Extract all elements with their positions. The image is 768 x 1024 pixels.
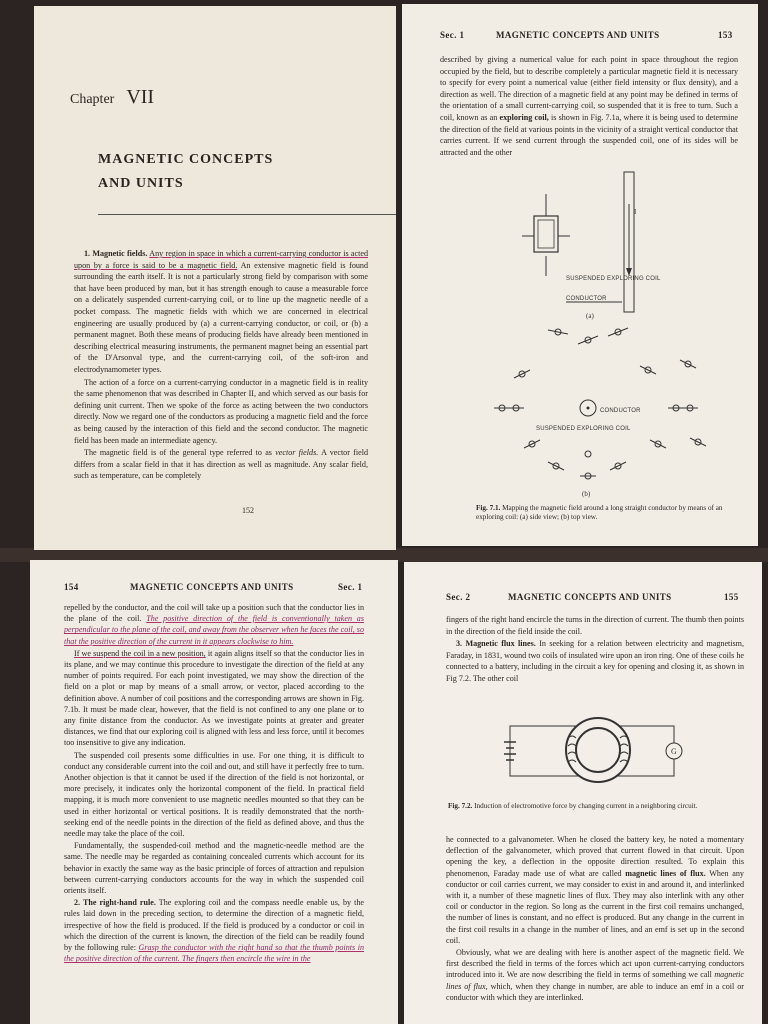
conductor-dot — [587, 407, 590, 410]
paragraph-flux-lines — [446, 638, 744, 684]
section-3-heading: 3. Magnetic flux lines. — [456, 639, 536, 649]
figure-7-1-caption — [476, 504, 726, 523]
paragraph-galvanometer — [446, 834, 744, 946]
page-155-body-top — [446, 614, 744, 686]
page-153-body — [440, 54, 738, 159]
label-conductor-b: CONDUCTOR — [600, 408, 641, 414]
chapter-title-line2: AND UNITS — [98, 176, 184, 191]
paragraph-continued: fingers of the right hand encircle the turns in the direction of current. The thumb then points in the direction of the field inside the coil. — [446, 615, 744, 636]
label-suspended-b: SUSPENDED EXPLORING COIL — [536, 426, 631, 432]
figure-7-1 — [462, 164, 742, 504]
page-number: 155 — [724, 592, 739, 602]
paragraph-continued — [64, 602, 364, 647]
iron-ring-inner — [576, 728, 620, 772]
paragraph-suspended-coil: The suspended coil presents some difficulties in use. For one thing, it is difficult to conduct any considerable current into the coil and out, and still have it perfectly free to turn. Another objection is that it cannot be used if the direction of the field is not horizontal, or more precisely, it indicates only the horizontal component of the field. In practical field mapping, it is much more convenient to use magnetic needles mounted so that they can be used in either horizontal or vertical positions. It is readily demonstrated that the north-seeking end of the needle points in the direction of the field as defined above, and thus the needle may take the place of the coil. — [64, 750, 364, 839]
exploring-coil-inner — [538, 220, 554, 248]
paragraph-2: The action of a force on a current-carrying conductor in a magnetic field is in reality the same phenomenon that was described in Chapter II, and which served as our basis for defining unit current. Then we spoke of the force as acting between the two conductors directly. Now we regard one of the conductors as producing a magnetic field and the force as being caused by the interaction of this field and the second conductor. The magnetic field has been made an intermediate agency. — [74, 377, 368, 445]
caption-text: Mapping the magnetic field around a long straight conductor by means of an exploring coil: (a) side view; (b) top view. — [476, 504, 723, 522]
page-154 — [30, 560, 398, 1024]
chapter-heading — [70, 86, 154, 109]
figure-7-2 — [502, 712, 692, 792]
p1-rest: is shown in Fig. 7.1a, where it is being used to determine the direction of the field at various points in the vicinity of a straight vertical conductor that carries current. If we send current through the suspended coil, one of its sides will be attracted and the other — [440, 112, 738, 157]
p3-rest: A vector field differs from a scalar field in that it has direction as well as magnitude. Any scalar field, such as temperature, can be completely — [74, 448, 369, 481]
paragraph-continued — [440, 54, 738, 158]
term-magnetic-lines-of-flux-2: magnetic lines of flux, — [446, 970, 744, 991]
running-title: MAGNETIC CONCEPTS AND UNITS — [130, 582, 294, 592]
paragraph-1-rest: An extensive magnetic field is found surrounding the earth itself. It is not a particularly strong field by comparison with some that have been produced by man, but it has strength enough to cause a measurable force on a delicately suspended current-carrying coil, or to line up the magnetic needle of a pocket compass. The magnetic fields with which we are concerned in electrical engineering are usually produced by (a) a current-carrying conductor, or coil, or (b) a permanent magnet. Both these means of producing fields have already been mentioned in describing electrical measuring instruments, the permanent magnet being an essential part of the D'Arsonval type, and the current-carrying coil, of the soft-iron and electrodynamometer types. — [74, 260, 369, 374]
page-155 — [404, 562, 762, 1024]
page-number: 154 — [64, 582, 79, 592]
page-152-body — [74, 248, 368, 483]
section-marker: Sec. 1 — [440, 30, 465, 40]
term-exploring-coil: exploring coil, — [499, 112, 549, 122]
section-2-heading: 2. The right-hand rule. — [74, 898, 156, 908]
paragraph-new-position — [64, 648, 364, 749]
section-marker: Sec. 2 — [446, 592, 471, 602]
page-155-body-bottom — [446, 834, 744, 1004]
chapter-number: VII — [126, 86, 155, 108]
caption-label: Fig. 7.2. — [448, 802, 473, 810]
coil-positions-b — [499, 329, 701, 479]
marked-definition: The positive direction of the field is conventionally taken as perpendicular to the plane of the coil, and away from the observer when he faces the coil, so that the positive direction of the current in it appears clockwise to him. — [64, 614, 364, 646]
paragraph-magnetic-fields — [74, 248, 368, 376]
label-b: (b) — [582, 490, 591, 498]
paragraph-3 — [74, 447, 368, 482]
p1-start: repelled by the conductor, and the coil will take up a position such that the conductor lies in the plane of the coil. — [64, 603, 364, 624]
field-arrows-b — [494, 328, 706, 476]
current-label-a: I — [634, 208, 637, 216]
definition-underlined: Any region in space in which a current-carrying conductor is acted upon by a force is said to be a magnetic field. — [74, 249, 368, 270]
s2-text: The exploring coil and the compass needle enable us, by the rules laid down in the preceding section, to determine the direction of a magnetic field, irrespective of how the field is produced. If the field is produced by a conductor or coil in which the direction of the current is known, the direction of the field can be readily found by the following rule: — [64, 898, 364, 953]
chapter-title-line1: MAGNETIC CONCEPTS — [98, 152, 274, 167]
section-marker: Sec. 1 — [338, 582, 363, 592]
chapter-title — [98, 148, 273, 196]
title-rule — [98, 214, 396, 215]
running-title: MAGNETIC CONCEPTS AND UNITS — [496, 30, 660, 40]
paragraph-fundamentally: Fundamentally, the suspended-coil method and the magnetic-needle method are the same. The needle may be regarded as containing concealed currents which account for its behavior in exactly the same way as the basic principle of forces of attraction and repulsion between current-carrying conductors accounts for the way in which the suspended coil orients itself. — [64, 841, 364, 896]
galvanometer-label: G — [671, 747, 677, 756]
s3-text: In seeking for a relation between electricity and magnetism, Faraday, in 1831, wound two coils of insulated wire upon an iron ring. One of these coils he connected to a battery, including in the circuit a key for opening and closing it, as shown in Fig 7.2. The other coil — [446, 639, 745, 683]
label-suspended-exploring-coil: SUSPENDED EXPLORING COIL — [566, 276, 661, 282]
p1-start: described by giving a numerical value for each point in space throughout the region occupied by the field, but to describe completely a particular magnetic field it is necessary to specify for every point a numerical value (either field intensity or flux density), and a direction as well. The direction of a magnetic field at any point may be defined in terms of the orientation of a small current-carrying coil, so suspended that it is free to turn. Such a coil, known as an — [440, 55, 738, 122]
p2-marked: If we suspend the coil in a new position, — [74, 648, 206, 658]
p2-rest: it again aligns itself so that the conductor lies in its plane, and we may continue this procedure to investigate the direction of the field at any number of points required. For each point investigated, we may show the direction of the field on a plot or map by means of a small arrow, or vector, placed according to the definition above. A number of coil positions and the corresponding arrows are shown in Fig. 7.1b. It must be made clear, however, that the field is not confined to any one plane or to any finite distance from the conductor. As we investigate points at greater and greater distances, we find that our exploring coil is aligned with less and less force, until it becomes too insensitive to give any indication. — [64, 648, 364, 748]
running-title: MAGNETIC CONCEPTS AND UNITS — [508, 592, 672, 602]
caption-text: Induction of electromotive force by changing current in a neighboring circuit. — [474, 802, 698, 810]
page-number: 153 — [718, 30, 733, 40]
page-154-body — [64, 602, 364, 966]
caption-label: Fig. 7.1. — [476, 504, 501, 512]
current-arrowhead — [626, 268, 632, 276]
label-a: (a) — [586, 312, 594, 320]
page-number: 152 — [242, 506, 254, 515]
exploring-coil-a — [534, 216, 558, 252]
p2-start: he connected to a galvanometer. When he closed the battery key, he noted a momentary deflection of the galvanometer, which proved that current flowed in that circuit. Upon opening the key, a deflection in the opposite direction resulted. To explain this phenomenon, Faraday made use of what are called — [446, 835, 744, 878]
paragraph-right-hand-rule — [64, 897, 364, 964]
term-vector-fields: vector fields. — [275, 448, 319, 458]
p3-start: Obviously, what we are dealing with here is another aspect of the magnetic field. We first described the field in terms of the forces which act upon current-carrying conductors introduced into it. We are now describing the field in terms of something we call — [446, 948, 744, 980]
p2-rest: When any conductor or coil carries current, we may consider to exist in and around it, and interlinked with it, a number of these magnetic lines of flux. They may also interlink with any other coil or conductor in the region. So long as the current in the first coil remains unchanged, the number of lines is constant, and no effect is produced. But any change in the current in the first coil results in a change in the number of lines, and an emf is set up in the second coil. — [446, 868, 744, 945]
label-conductor: CONDUCTOR — [566, 296, 607, 302]
marked-rule: Grasp the conductor with the right hand so that the thumb points in the positive direction of the current. The fingers then encircle the wire in the — [64, 943, 364, 964]
paragraph-obviously — [446, 947, 744, 1003]
chapter-word: Chapter — [70, 92, 115, 107]
p3-rest: which, when they change in number, are able to induce an emf in a coil or conductor with which they are interlinked. — [446, 981, 744, 1002]
term-magnetic-lines-of-flux: magnetic lines of flux. — [625, 868, 706, 878]
p3-start: The magnetic field is of the general type referred to as — [84, 448, 272, 458]
section-1-heading: 1. Magnetic fields. — [84, 249, 148, 258]
figure-7-2-caption — [448, 802, 738, 811]
page-153 — [402, 4, 758, 546]
page-152 — [34, 6, 396, 550]
